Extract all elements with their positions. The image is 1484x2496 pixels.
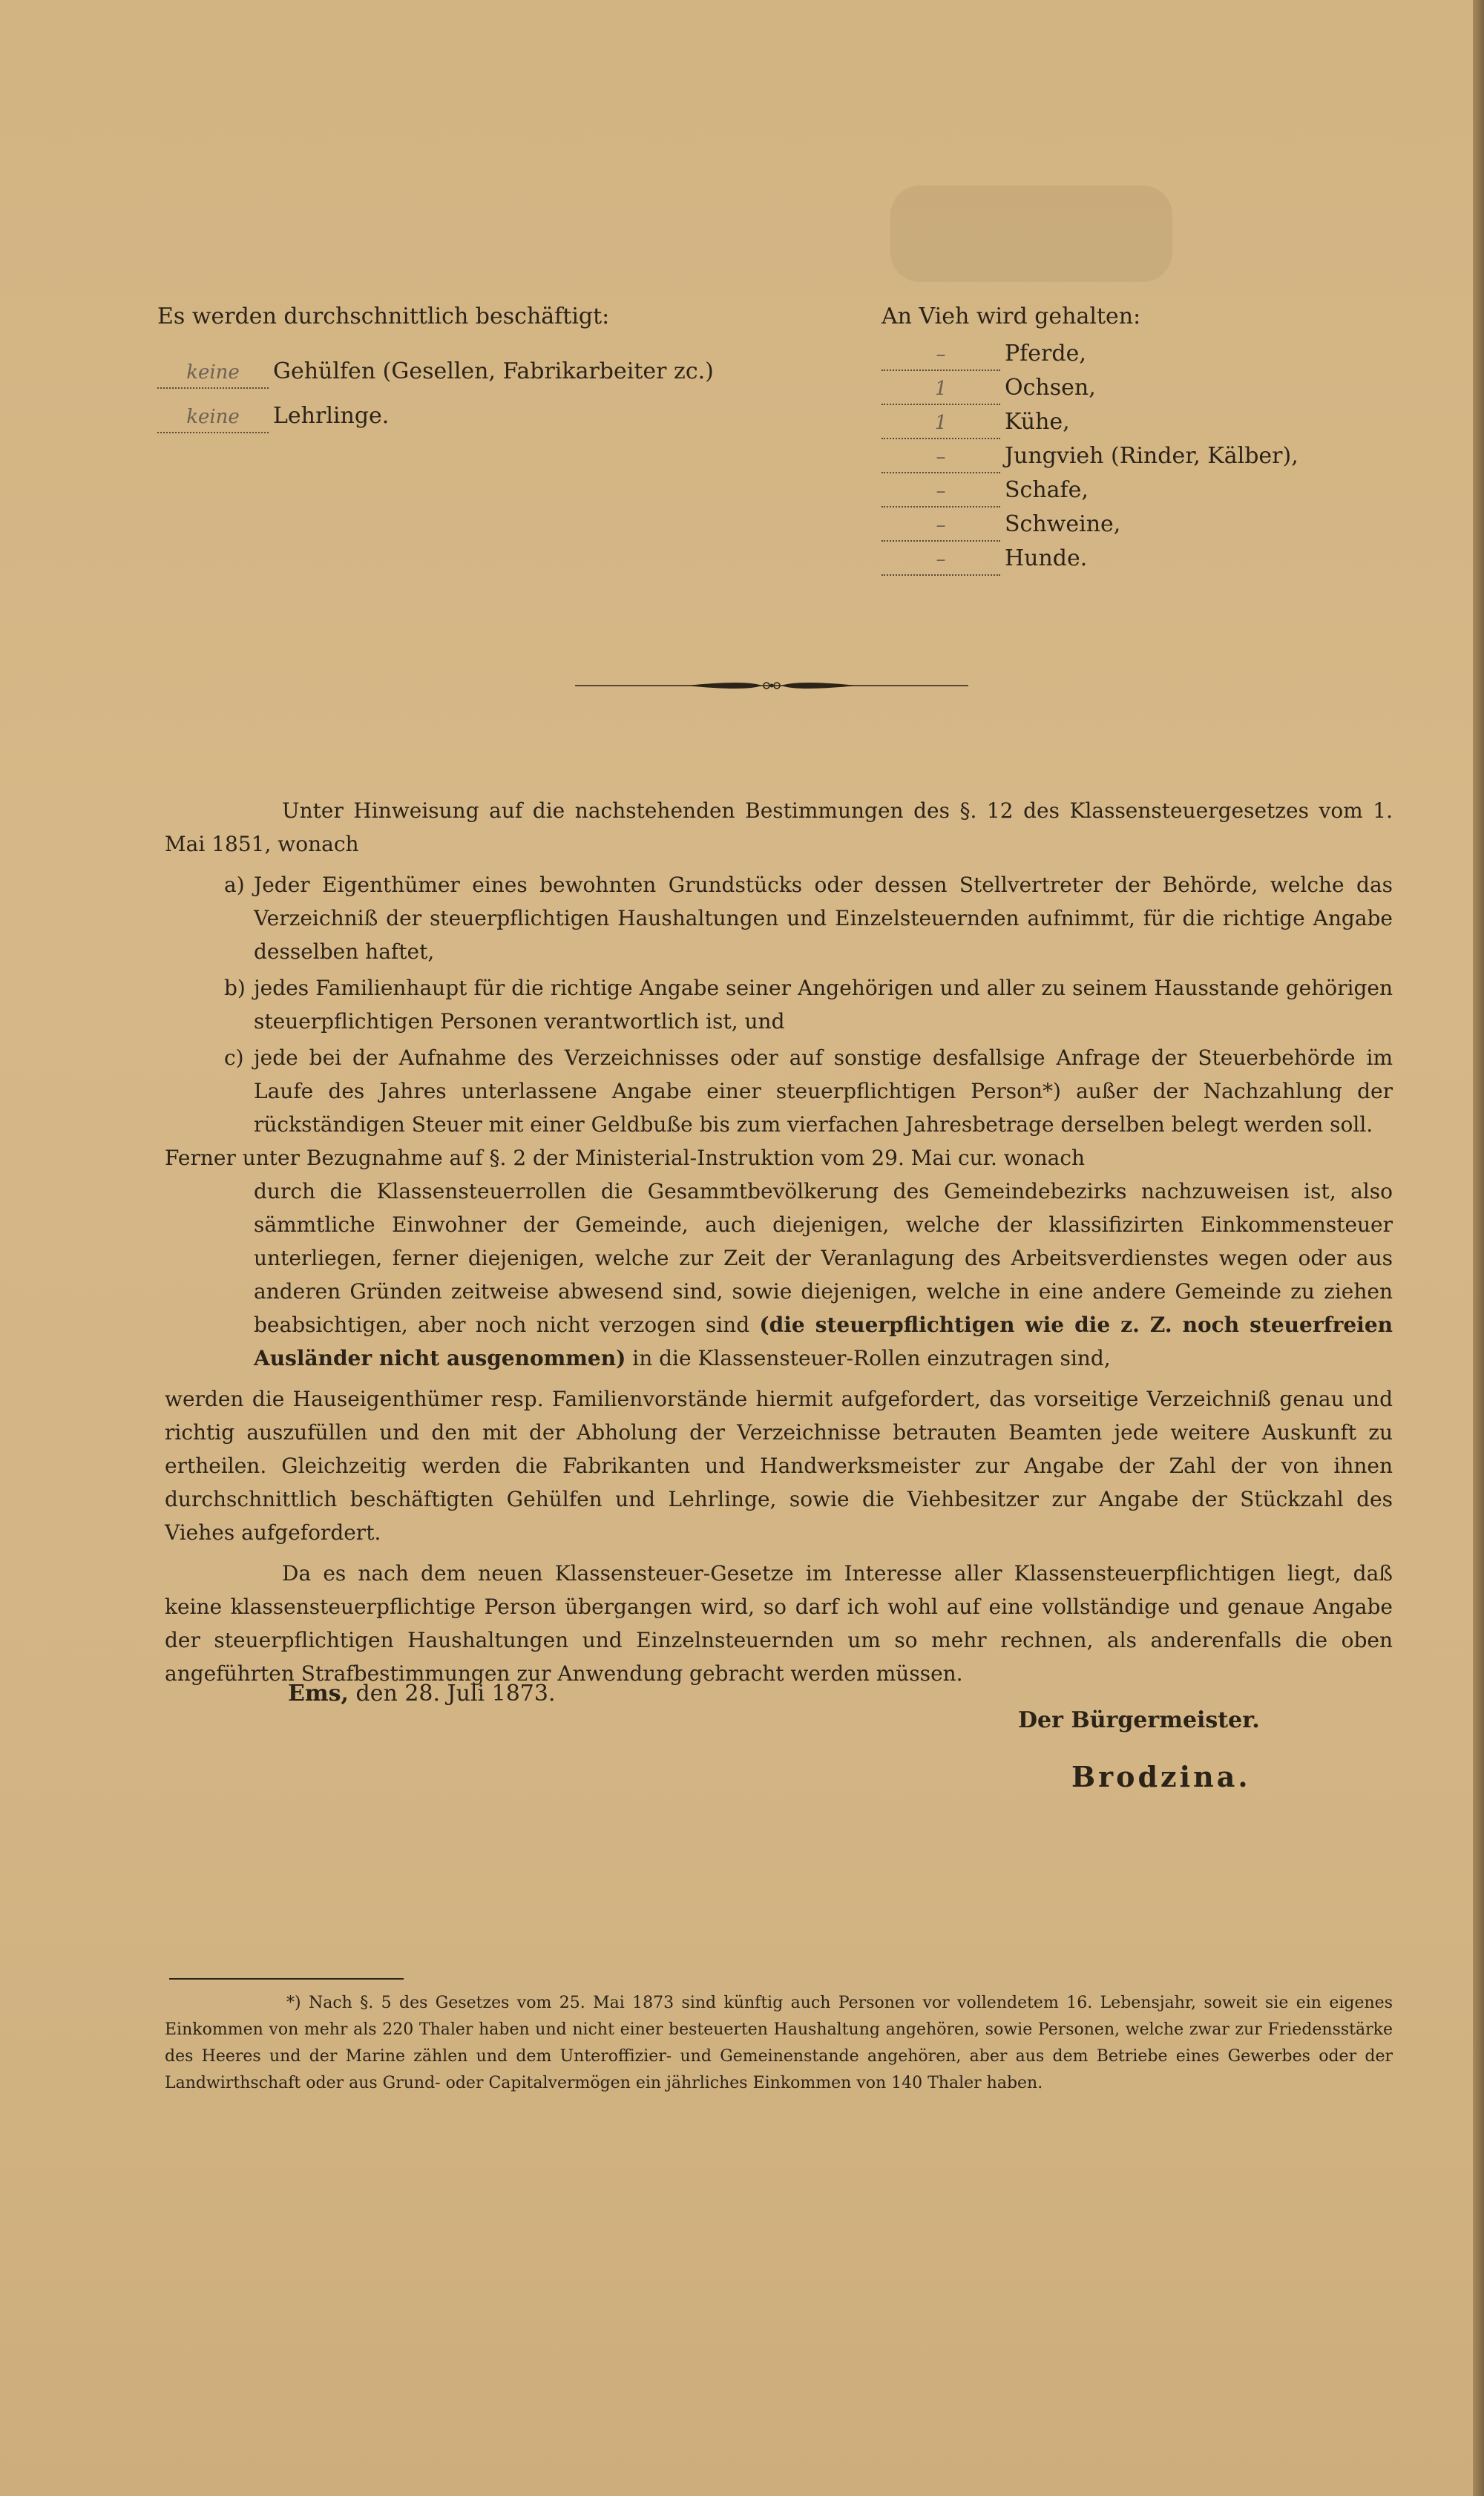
livestock-label: Schafe, [1005, 477, 1089, 503]
list-label: a) [224, 873, 245, 897]
employees-block [157, 300, 825, 433]
handwritten-entry: – [881, 545, 1000, 576]
employees-label: Lehrlinge. [273, 403, 390, 429]
place-date [288, 1677, 556, 1711]
list-label: c) [224, 1045, 244, 1070]
livestock-label: Hunde. [1005, 545, 1088, 571]
list-item [224, 1041, 1393, 1141]
employees-label: Gehülfen (Gesellen, Fabrikarbeiter zc.) [273, 358, 714, 384]
livestock-heading: An Vieh wird gehalten: [881, 303, 1141, 329]
page-edge [1473, 0, 1484, 2496]
livestock-label: Ochsen, [1005, 375, 1096, 401]
list-text: jede bei der Aufnahme des Verzeichnisses oder auf sonstige desfallsige Anfrage der Steuerbehörde im Laufe des Jahres unterlassene Angabe einer steuerpflichtigen Person*) außer der Nachzahlung der rückständigen Steuer mit einer Geldbuße bis zum vierfachen Jahresbetrage derselben belegt werden soll. [254, 1045, 1393, 1137]
durch-text: durch die Klassensteuerrollen die Gesammtbevölkerung des Gemeindebezirks nachzuweisen ist, also sämmtliche Einwohner der Gemeinde, auch diejenigen, welche der klassifizirten Einkommensteuer unterliegen, ferner diejenigen, welche zur Zeit der Veranlagung des Arbeitsverdienstes wegen oder aus anderen Gründen zeitweise abwesend sind, sowie diejenigen, welche in eine andere Gemeinde zu ziehen beabsichtigen, aber noch nicht verzogen sind [254, 1179, 1393, 1337]
livestock-row [881, 371, 1416, 405]
ferner-paragraph: Ferner unter Bezugnahme auf §. 2 der Ministerial-Instruktion vom 29. Mai cur. wonach [165, 1146, 1086, 1170]
footnote-text: *) Nach §. 5 des Gesetzes vom 25. Mai 1873 sind künftig auch Personen vor vollendetem 16. Lebensjahr, soweit sie ein eigenes Einkommen von mehr als 220 Thaler haben und nicht einer besteuerten Haushaltung angehören, sowie Personen, welche zwar zur Friedensstärke des Heeres und der Marine zählen und dem Unteroffizier- und Gemeinenstande angehören, aber aus dem Betriebe eines Gewerbes oder der Landwirthschaft oder aus Grund- oder Capitalvermögen ein jährliches Einkommen von 140 Thaler haben. [165, 1994, 1393, 2092]
footnote-rule [169, 1978, 404, 1980]
date: den 28. Juli 1873. [355, 1681, 556, 1707]
footnote [165, 1990, 1393, 2097]
livestock-label: Pferde, [1005, 341, 1086, 367]
ornament-divider [575, 677, 968, 694]
livestock-label: Jungvieh (Rinder, Kälber), [1005, 443, 1298, 469]
handwritten-entry: – [881, 442, 1000, 473]
bleed-through-shadow [890, 185, 1172, 282]
intro-paragraph: Unter Hinweisung auf die nachstehenden Bestimmungen des §. 12 des Klassensteuergesetzes vom 1. Mai 1851, wonach [165, 798, 1393, 856]
handwritten-entry: 1 [881, 374, 1000, 405]
handwritten-entry: – [881, 340, 1000, 371]
livestock-row [881, 405, 1416, 439]
livestock-block [881, 300, 1416, 576]
body-text [165, 794, 1393, 1690]
handwritten-entry: keine [157, 402, 269, 433]
livestock-row [881, 542, 1416, 576]
livestock-row [881, 473, 1416, 508]
livestock-label: Kühe, [1005, 409, 1070, 435]
list-text: Jeder Eigenthümer eines bewohnten Grundstücks oder dessen Stellvertreter der Behörde, welche das Verzeichniß der steuerpflichtigen Haushaltungen und Einzelsteuernden aufnimmt, für die richtige Angabe desselben haftet, [254, 873, 1393, 964]
livestock-row [881, 508, 1416, 542]
handwritten-entry: 1 [881, 408, 1000, 439]
werden-paragraph: werden die Hauseigenthümer resp. Familienvorstände hiermit aufgefordert, das vorseitige Verzeichniß genau und richtig auszufüllen und den mit der Abholung der Verzeichnisse betrauten Beamten jede weitere Auskunft zu ertheilen. Gleichzeitig werden die Fabrikanten und Handwerksmeister zur Angabe der Zahl der von ihnen durchschnittlich beschäftigten Gehülfen und Lehrlinge, sowie die Viehbesitzer zur Angabe der Stückzahl des Viehes aufgefordert. [165, 1387, 1393, 1545]
durch-bold-text: (die steuerpflichtigen wie die z. Z. noch steuerfreien Ausländer nicht ausgenommen) [254, 1313, 1393, 1370]
durch-paragraph [165, 1175, 1393, 1375]
list-item [224, 868, 1393, 968]
list-label: b) [224, 976, 246, 1000]
handwritten-entry: keine [157, 358, 269, 389]
da-paragraph: Da es nach dem neuen Klassensteuer-Gesetze im Interesse aller Klassensteuerpflichtigen liegt, daß keine klassensteuerpflichtige Person übergangen wird, so darf ich wohl auf eine vollständige und genaue Angabe der steuerpflichtigen Haushaltungen und Einzelnsteuernden um so mehr rechnen, als anderenfalls die oben angeführten Strafbestimmungen zur Anwendung gebracht werden müssen. [165, 1561, 1393, 1686]
employees-row-gehuelfen [157, 355, 825, 389]
livestock-row [881, 337, 1416, 371]
place: Ems, [288, 1681, 349, 1707]
list-item [224, 971, 1393, 1038]
employees-heading: Es werden durchschnittlich beschäftigt: [157, 303, 610, 329]
signature-title: Der Bürgermeister. [1018, 1707, 1260, 1733]
employees-row-lehrlinge [157, 399, 825, 433]
durch-text-after: in die Klassensteuer-Rollen einzutragen sind, [632, 1346, 1111, 1370]
handwritten-entry: – [881, 476, 1000, 508]
signature-name: Brodzina. [1071, 1760, 1251, 1793]
provision-list [165, 868, 1393, 1141]
handwritten-entry: – [881, 510, 1000, 542]
livestock-label: Schweine, [1005, 511, 1121, 537]
livestock-row [881, 439, 1416, 473]
list-text: jedes Familienhaupt für die richtige Angabe seiner Angehörigen und aller zu seinem Hausstande gehörigen steuerpflichtigen Personen verantwortlich ist, und [254, 976, 1393, 1034]
